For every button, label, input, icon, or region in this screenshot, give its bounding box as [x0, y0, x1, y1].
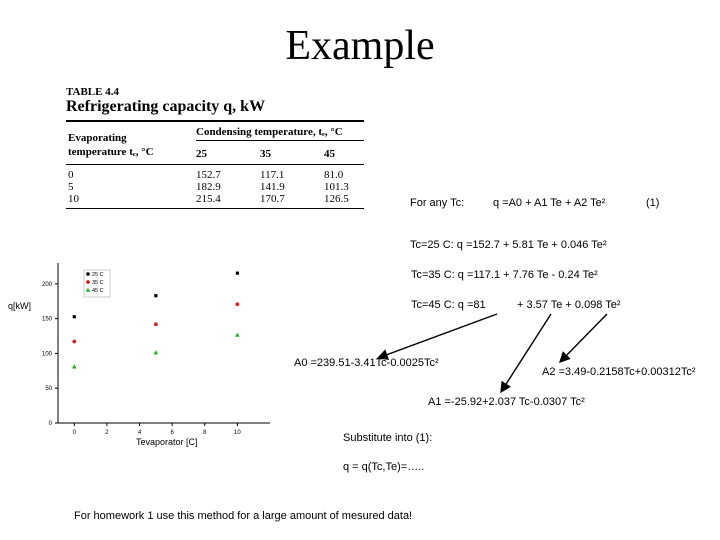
table-cell: 170.7	[260, 193, 285, 205]
a0-formula: A0 =239.51-3.41Tc-0.0025Tc²	[294, 357, 439, 369]
table-cell: 81.0	[324, 169, 344, 181]
fit-tc45-b: + 3.57 Te + 0.098 Te²	[517, 299, 621, 311]
cond-col-45: 45	[324, 148, 335, 160]
data-point	[154, 350, 159, 354]
y-tick-label: 0	[48, 421, 52, 427]
y-tick-label: 100	[41, 351, 52, 358]
arrow-to-a0	[378, 314, 497, 358]
x-tick-label: 10	[234, 430, 241, 436]
table-cell: 126.5	[324, 193, 349, 205]
legend-label: 35 C	[92, 280, 104, 286]
cond-header: Condensing temperature, tₑ, °C	[196, 126, 343, 138]
result-text: q = q(Tc,Te)=…..	[343, 461, 425, 473]
evap-header-line1: Evaporating	[68, 132, 127, 144]
table-label: TABLE 4.4	[66, 86, 119, 98]
legend-marker	[86, 280, 90, 284]
fit-tc25: Tc=25 C: q =152.7 + 5.81 Te + 0.046 Te²	[410, 239, 607, 251]
table-cell: 101.3	[324, 181, 349, 193]
table-row-evap: 10	[68, 193, 79, 205]
data-point	[154, 322, 158, 326]
table-caption: Refrigerating capacity q, kW	[66, 98, 266, 115]
cond-col-25: 25	[196, 148, 207, 160]
table-cell: 141.9	[260, 181, 285, 193]
homework-note: For homework 1 use this method for a large amount of mesured data!	[74, 510, 413, 522]
data-point	[72, 340, 76, 344]
general-formula: q =A0 + A1 Te + A2 Te²	[493, 197, 606, 209]
data-point	[73, 315, 76, 318]
chart-ylabel: q[kW]	[8, 301, 32, 311]
table-cell: 152.7	[196, 169, 221, 181]
plot-area	[42, 263, 270, 436]
substitute-text: Substitute into (1):	[343, 432, 433, 444]
evap-header-line2: temperature tₑ, °C	[68, 146, 154, 158]
x-tick-label: 6	[170, 430, 174, 436]
arrow-to-a2	[560, 314, 607, 362]
a1-formula: A1 =-25.92+2.037 Tc-0.0307 Tc²	[428, 396, 585, 408]
table-row-evap: 0	[68, 169, 74, 181]
data-point	[235, 333, 240, 337]
table-cell: 117.1	[260, 169, 285, 181]
table-cell: 182.9	[196, 181, 221, 193]
a2-formula: A2 =3.49-0.2158Tc+0.00312Tc²	[542, 366, 696, 378]
general-prefix: For any Tc:	[410, 197, 465, 209]
table-cell: 215.4	[196, 193, 221, 205]
y-tick-label: 50	[45, 386, 52, 393]
slide-title: Example	[285, 23, 435, 69]
chart-xlabel: Tevaporator [C]	[136, 437, 198, 447]
y-tick-label: 150	[41, 316, 52, 323]
x-tick-label: 2	[105, 430, 109, 436]
legend-label: 25 C	[92, 272, 104, 278]
capacity-chart	[0, 255, 300, 455]
legend-marker	[86, 272, 89, 275]
x-tick-label: 8	[203, 430, 207, 436]
cond-col-35: 35	[260, 148, 271, 160]
equation-number: (1)	[646, 197, 660, 209]
x-tick-label: 4	[137, 430, 142, 436]
data-point	[154, 294, 157, 297]
data-point	[236, 272, 239, 275]
y-tick-label: 200	[41, 281, 52, 288]
fit-tc35: Tc=35 C: q =117.1 + 7.76 Te - 0.24 Te²	[411, 269, 598, 281]
data-point	[235, 302, 239, 306]
data-point	[72, 364, 77, 368]
legend-label: 45 C	[92, 288, 104, 294]
fit-tc45-a: Tc=45 C: q =81	[411, 299, 486, 311]
arrow-to-a1	[501, 314, 551, 392]
x-tick-label: 0	[72, 430, 76, 436]
table-row-evap: 5	[68, 181, 74, 193]
